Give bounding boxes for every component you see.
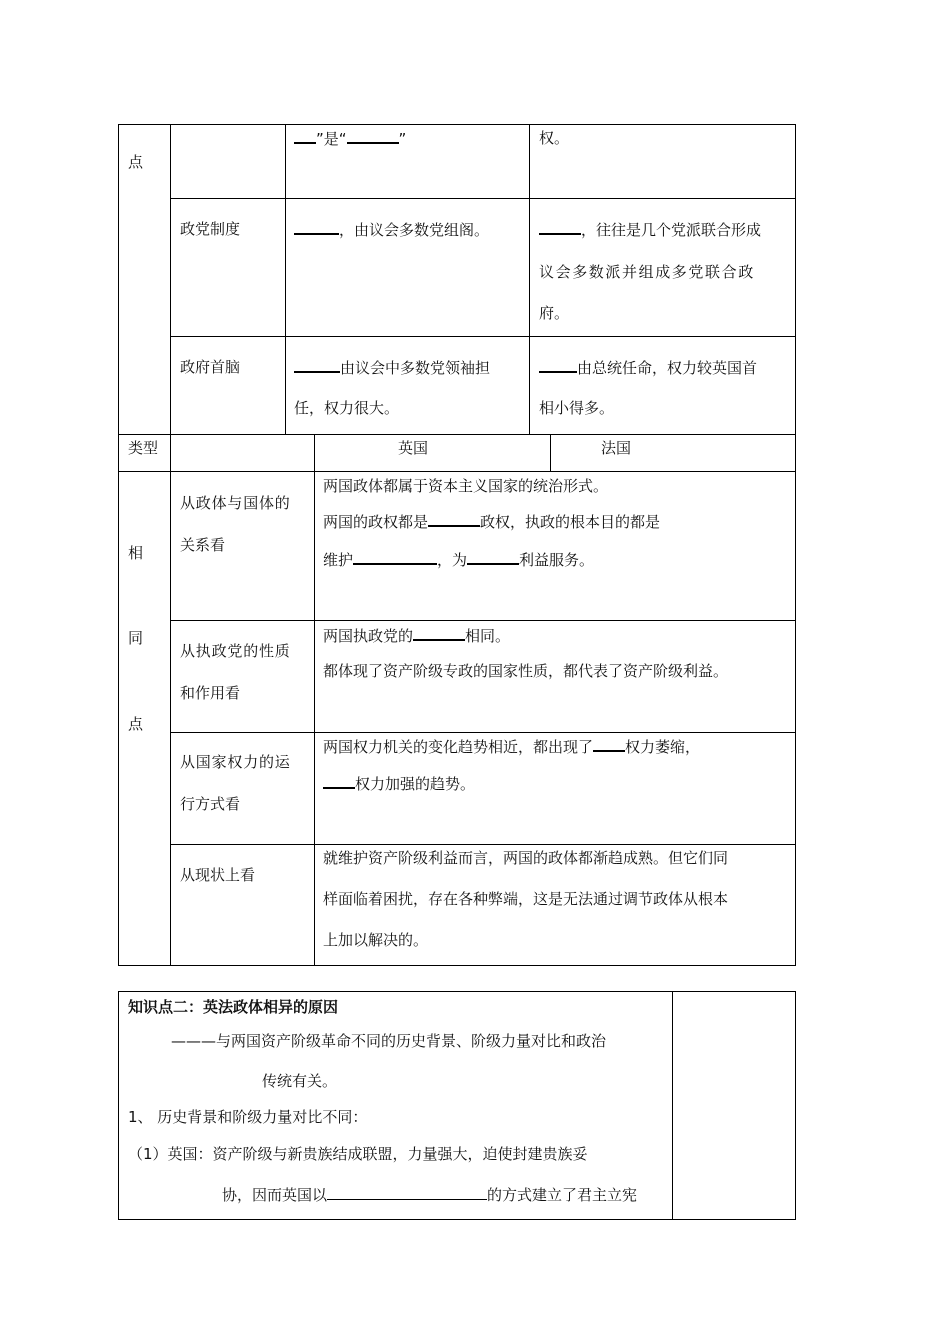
fill-blank[interactable] xyxy=(294,357,340,373)
fill-blank[interactable] xyxy=(467,549,519,565)
fill-blank[interactable] xyxy=(593,736,625,752)
same-r2-l2: 都体现了资产阶级专政的国家性质，都代表了资产阶级利益。 xyxy=(323,662,729,680)
cell-text: ，由议会多数党组阁。 xyxy=(339,221,490,239)
fr-cell-party-system-l1 xyxy=(539,219,761,240)
list-item-1: 1、 历史背景和阶级力量对比不同： xyxy=(128,1108,368,1126)
uk-cell-row1 xyxy=(294,128,406,149)
fr-cell-head-l1 xyxy=(539,357,757,378)
fill-blank[interactable] xyxy=(294,128,316,144)
cell-text: 由总统任命，权力较英国首 xyxy=(577,359,758,377)
fill-blank[interactable] xyxy=(539,219,581,235)
cell-text: ” xyxy=(398,130,407,148)
same-r1-l1: 两国政体都属于资本主义国家的统治形式。 xyxy=(323,477,609,495)
cell-text: 维护 xyxy=(323,551,354,569)
same-r1-l2 xyxy=(323,511,660,532)
fill-blank[interactable] xyxy=(294,219,339,235)
row-label-party-system: 政党制度 xyxy=(180,220,241,238)
fill-blank[interactable] xyxy=(323,773,355,789)
row-label-polity-l2: 关系看 xyxy=(180,536,226,554)
list-item-1-1-l1: （1）英国：资产阶级与新贵族结成联盟，力量强大，迫使封建贵族妥 xyxy=(128,1145,588,1163)
fill-blank[interactable] xyxy=(347,128,399,144)
diff-side-label: 点 xyxy=(128,153,144,171)
section-subtitle-l1: ———与两国资产阶级革命不同的历史背景、阶级力量对比和政治 xyxy=(171,1032,607,1050)
row-label-head-of-government: 政府首脑 xyxy=(180,358,241,376)
section-subtitle-l2: 传统有关。 xyxy=(262,1072,338,1090)
same-r1-l3 xyxy=(323,549,594,570)
header-uk: 英国 xyxy=(398,439,429,457)
row-label-polity: 从政体与国体的 xyxy=(180,494,291,512)
same-r3-l1 xyxy=(323,736,700,757)
cell-text: ，为 xyxy=(437,551,468,569)
same-r3-l2 xyxy=(323,773,475,794)
row-label-status: 从现状上看 xyxy=(180,866,256,884)
header-type: 类型 xyxy=(128,439,159,457)
cell-text: 两国执政党的 xyxy=(323,627,414,645)
fill-blank[interactable] xyxy=(353,549,437,565)
cell-text: 两国权力机关的变化趋势相近，都出现了 xyxy=(323,738,594,756)
cell-text: 权力加强的趋势。 xyxy=(355,775,476,793)
uk-cell-party-system xyxy=(294,219,489,240)
same-r4-l1: 就维护资产阶级利益而言，两国的政体都渐趋成熟。但它们同 xyxy=(323,849,729,867)
fill-blank[interactable] xyxy=(539,357,577,373)
uk-cell-head-l2: 任，权力很大。 xyxy=(294,399,400,417)
same-r4-l3: 上加以解决的。 xyxy=(323,931,429,949)
same-r4-l2: 样面临着困扰，存在各种弊端，这是无法通过调节政体从根本 xyxy=(323,890,729,908)
cell-text: ，往往是几个党派联合形成 xyxy=(581,221,762,239)
same-side-label-2: 同 xyxy=(128,629,144,647)
fill-blank[interactable] xyxy=(428,511,480,527)
list-item-1-1-l2 xyxy=(222,1185,637,1205)
cell-text: 政权，执政的根本目的都是 xyxy=(480,513,661,531)
section-title: 知识点二：英法政体相异的原因 xyxy=(128,998,339,1016)
cell-text: 相同。 xyxy=(465,627,511,645)
cell-text: 两国的政权都是 xyxy=(323,513,429,531)
header-fr: 法国 xyxy=(601,439,632,457)
fr-cell-party-system-l3: 府。 xyxy=(539,304,570,322)
row-label-power-operation-l2: 行方式看 xyxy=(180,795,241,813)
fr-cell-party-system-l2: 议会多数派并组成多党联合政 xyxy=(539,263,755,281)
same-r2-l1 xyxy=(323,625,510,646)
row-label-ruling-party: 从执政党的性质 xyxy=(180,642,291,660)
fill-blank[interactable] xyxy=(413,625,465,641)
same-side-label-3: 点 xyxy=(128,715,144,733)
cell-text: ”是“ xyxy=(316,130,347,148)
cell-text: 由议会中多数党领袖担 xyxy=(340,359,491,377)
cell-text: 利益服务。 xyxy=(519,551,595,569)
cell-text: 的方式建立了君主立宪 xyxy=(487,1186,638,1204)
fr-cell-row1: 权。 xyxy=(539,129,570,147)
row-label-ruling-party-l2: 和作用看 xyxy=(180,684,241,702)
fill-blank[interactable] xyxy=(327,1185,487,1200)
uk-cell-head-l1 xyxy=(294,357,490,378)
row-label-power-operation: 从国家权力的运 xyxy=(180,753,291,771)
fr-cell-head-l2: 相小得多。 xyxy=(539,399,615,417)
cell-text: 协，因而英国以 xyxy=(222,1186,328,1204)
same-side-label-1: 相 xyxy=(128,544,144,562)
cell-text: 权力萎缩， xyxy=(625,738,701,756)
